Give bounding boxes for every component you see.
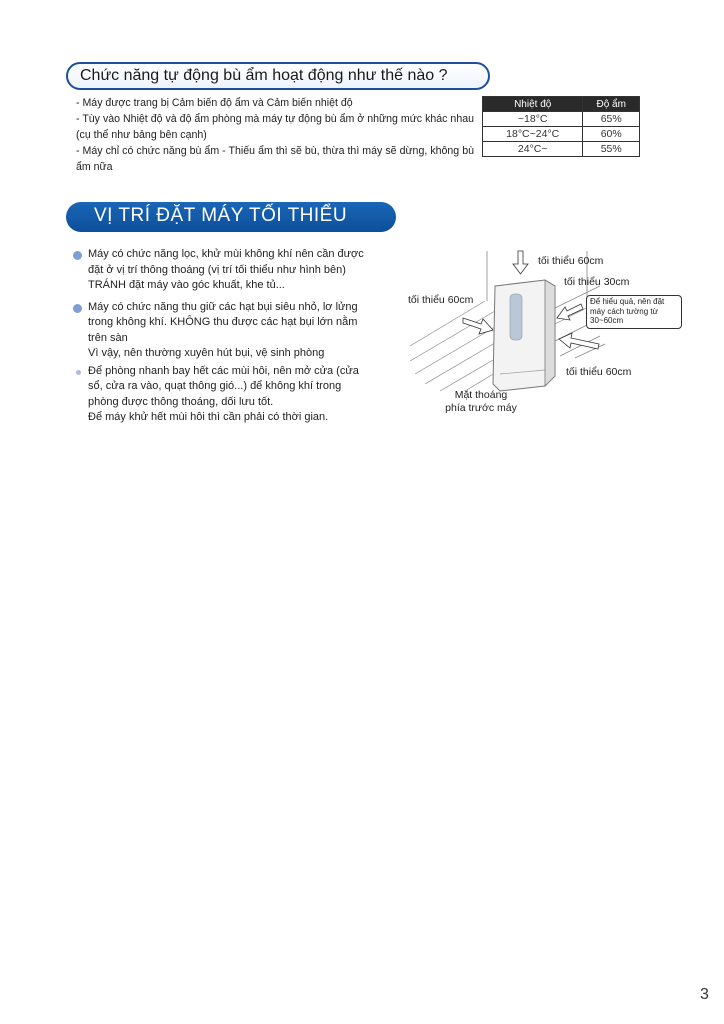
label-right-bottom-clearance: tối thiểu 60cm bbox=[566, 366, 632, 378]
note-line: Để hiểu quả, nên đặt bbox=[590, 297, 665, 306]
bullet-line: Để phòng nhanh bay hết các mùi hôi, nên mở cửa (cửa bbox=[88, 364, 359, 377]
label-right-top-clearance: tối thiểu 30cm bbox=[564, 276, 630, 288]
bullet-line: Vì vậy, nên thường xuyên hút bụi, vệ sinh phòng bbox=[88, 347, 325, 359]
bullet-dot-icon bbox=[73, 304, 82, 313]
table-cell: 65% bbox=[583, 112, 640, 127]
caption-line: Mặt thoáng bbox=[454, 389, 508, 401]
bullet-item bbox=[76, 247, 406, 294]
bullet-dot-icon bbox=[73, 251, 82, 260]
table-cell: 60% bbox=[583, 127, 640, 142]
bullet-item bbox=[76, 364, 406, 426]
bullet-item bbox=[76, 300, 406, 362]
table-header: Độ ẩm bbox=[583, 97, 640, 112]
table-cell: ~18°C bbox=[483, 112, 583, 127]
bullet-line: TRÁNH đặt máy vào góc khuất, khe tủ... bbox=[88, 279, 285, 291]
section1-line: - Máy được trang bị Cảm biến độ ẩm và Cảm biến nhiệt độ bbox=[76, 97, 353, 109]
table-row bbox=[483, 112, 640, 127]
bullet-dot-icon bbox=[76, 370, 81, 375]
table-row bbox=[483, 142, 640, 157]
bullet-line: trên sàn bbox=[88, 331, 128, 344]
bullet-line: Máy có chức năng thu giữ các hạt bụi siêu nhỏ, lơ lửng bbox=[88, 300, 358, 313]
table-header-row bbox=[483, 97, 640, 112]
note-line: máy cách tường từ bbox=[590, 306, 658, 316]
section2-bullets bbox=[76, 247, 406, 428]
note-callout bbox=[586, 295, 682, 329]
bullet-line: Máy có chức năng lọc, khử mùi không khí nên cần được bbox=[88, 248, 364, 260]
section1-title: Chức năng tự động bù ẩm hoạt động như thế nào ? bbox=[80, 67, 448, 84]
table-cell: 55% bbox=[583, 142, 640, 157]
label-top-clearance: tối thiểu 60cm bbox=[538, 255, 604, 267]
bullet-line: phòng được thông thoáng, dối lưu tốt. bbox=[88, 395, 274, 408]
section1-header bbox=[66, 62, 490, 90]
humidity-table bbox=[482, 96, 640, 157]
air-purifier-icon bbox=[493, 280, 555, 391]
caption-line: phía trước máy bbox=[445, 402, 517, 414]
section1-line: - Máy chỉ có chức năng bù ẩm - Thiếu ẩm thì sẽ bù, thừa thì máy sẽ dừng, không bù ẩm nữa bbox=[76, 145, 474, 173]
bullet-line: trong không khí. KHÔNG thu được các hạt bụi lớn nằm bbox=[88, 316, 358, 328]
table-cell: 18°C~24°C bbox=[483, 127, 583, 142]
label-left-clearance: tối thiểu 60cm bbox=[408, 294, 474, 306]
table-header: Nhiệt độ bbox=[483, 97, 583, 112]
section1-text bbox=[76, 95, 474, 175]
section2-title: VỊ TRÍ ĐẶT MÁY TỐI THIỂU bbox=[94, 205, 348, 226]
bullet-line: sổ, cửa ra vào, quạt thông gió...) để không khí trong bbox=[88, 380, 342, 392]
note-line: 30~60cm bbox=[590, 316, 624, 325]
table-cell: 24°C~ bbox=[483, 142, 583, 157]
bullet-line: đặt ở vị trí thông thoáng (vị trí tối thiểu như hình bên) bbox=[88, 263, 346, 276]
table-row bbox=[483, 127, 640, 142]
page-number: 3 bbox=[700, 986, 709, 1003]
left-arrow-icon bbox=[463, 318, 493, 334]
section1-line: - Tùy vào Nhiệt độ và độ ẩm phòng mà máy tự động bù ẩm ở những mức khác nhau (cụ thể như bảng bên cạnh) bbox=[76, 113, 474, 141]
bullet-line: Để máy khử hết mùi hôi thì cần phải có thời gian. bbox=[88, 411, 329, 423]
section2-banner bbox=[66, 202, 396, 232]
diagram-caption bbox=[436, 389, 526, 415]
top-arrow-icon bbox=[513, 251, 528, 274]
